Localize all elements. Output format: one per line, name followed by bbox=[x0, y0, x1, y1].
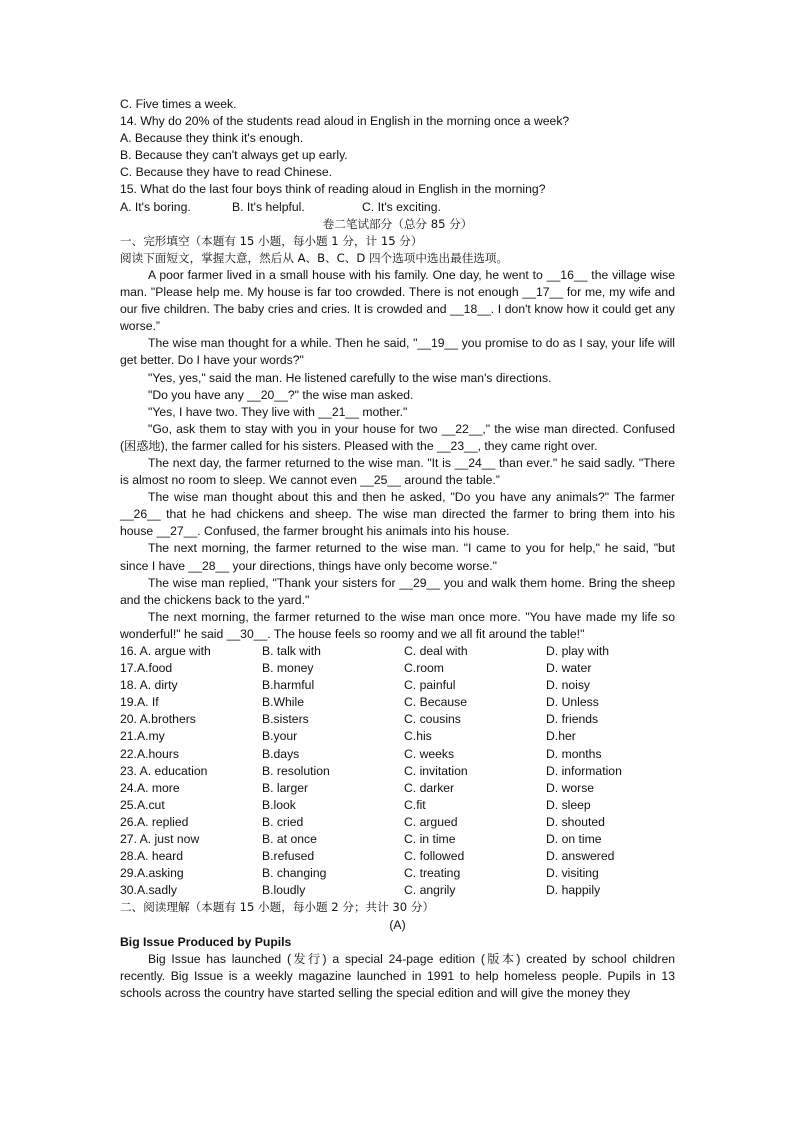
option: B.loudly bbox=[262, 883, 306, 898]
option: 20. A.brothers bbox=[120, 712, 196, 727]
reading-part-label: (A) bbox=[389, 917, 406, 932]
option: 26.A. replied bbox=[120, 814, 189, 829]
option: D. play with bbox=[546, 644, 609, 658]
q15-options bbox=[120, 199, 675, 216]
option: B.refused bbox=[262, 849, 315, 864]
option: 29.A.asking bbox=[120, 866, 184, 881]
option: B. changing bbox=[262, 866, 327, 881]
option: C. followed bbox=[404, 849, 465, 864]
option: C.fit bbox=[404, 797, 426, 812]
cloze-paragraph: The next morning, the farmer returned to the wise man. "I came to you for help," he said, "but since I have __28__ your directions, things have only become worse." bbox=[120, 541, 675, 573]
cloze-paragraph: The next morning, the farmer returned to the wise man once more. "You have made my life so wonderful!" he said __30__. The house feels so roomy and we all fit around the table!" bbox=[120, 609, 675, 641]
option: B.days bbox=[262, 746, 300, 761]
cloze-heading: 一、完形填空（本题有 15 小题，每小题 1 分，计 15 分） bbox=[120, 233, 423, 248]
option: D. answered bbox=[546, 849, 615, 864]
reading-title: Big Issue Produced by Pupils bbox=[120, 934, 292, 949]
option: C. weeks bbox=[404, 746, 455, 761]
cloze-paragraph: "Do you have any __20__?" the wise man asked. bbox=[148, 387, 414, 402]
option: 21.A.my bbox=[120, 729, 165, 744]
option: D. on time bbox=[546, 832, 602, 847]
q14-option-c: C. Because they have to read Chinese. bbox=[120, 165, 333, 180]
option: D. shouted bbox=[546, 814, 605, 829]
option: B.look bbox=[262, 797, 296, 812]
reading-heading: 二、阅读理解（本题有 15 小题，每小题 2 分；共计 30 分） bbox=[120, 900, 435, 915]
option: C.his bbox=[404, 729, 432, 744]
reading-paragraph: Big Issue has launched (发行) a special 24-page edition (版本) created by school children recently. Big Issue is a weekly magazine launched in 1991 to help homeless people. Pupils in 13 schools across the country have started selling the special edition and will give the money they bbox=[120, 951, 675, 1000]
option: 22.A.hours bbox=[120, 746, 179, 761]
option: 28.A. heard bbox=[120, 849, 184, 864]
q15-option-c: C. It's exciting. bbox=[362, 199, 441, 214]
option: C. deal with bbox=[404, 644, 468, 658]
option: B. at once bbox=[262, 832, 317, 847]
cloze-paragraph: The wise man replied, "Thank your sisters for __29__ you and walk them home. Bring the sheep and the chickens back to the yard." bbox=[120, 575, 675, 607]
option: C.room bbox=[404, 661, 444, 676]
option: D. friends bbox=[546, 712, 599, 727]
option: D. worse bbox=[546, 780, 595, 795]
option: C. argued bbox=[404, 814, 458, 829]
option: C. cousins bbox=[404, 712, 461, 727]
cloze-options-table bbox=[120, 643, 675, 899]
cloze-paragraph: "Yes, yes," said the man. He listened carefully to the wise man's directions. bbox=[148, 370, 552, 385]
option: 17.A.food bbox=[120, 661, 173, 676]
option: 27. A. just now bbox=[120, 832, 200, 847]
option: B. money bbox=[262, 661, 314, 676]
option: D. noisy bbox=[546, 678, 591, 693]
cloze-instruction: 阅读下面短文，掌握大意，然后从 A、B、C、D 四个选项中选出最佳选项。 bbox=[120, 250, 509, 265]
option: D. Unless bbox=[546, 695, 599, 710]
option: B. larger bbox=[262, 780, 309, 795]
option: B.harmful bbox=[262, 678, 315, 693]
option: 30.A.sadly bbox=[120, 883, 177, 898]
cloze-paragraph: A poor farmer lived in a small house with his family. One day, he went to __16__ the village wise man. "Please help me. My house is far too crowded. There is not enough __17__ for me, my wife and our five children. The baby cries and cries. It is crowded and __18__. I don't know how it could get any worse.” bbox=[120, 267, 675, 334]
option: D.her bbox=[546, 729, 576, 744]
option: 18. A. dirty bbox=[120, 678, 178, 693]
cloze-paragraph: The wise man thought about this and then he asked, "Do you have any animals?" The farmer __26__ that he had chickens and sheep. The wise man directed the farmer to bring them into his house __27__. Confused, the farmer brought his animals into his house. bbox=[120, 490, 675, 539]
option: D. information bbox=[546, 763, 622, 778]
option: 25.A.cut bbox=[120, 797, 165, 812]
exam-page bbox=[120, 96, 675, 1002]
option: 24.A. more bbox=[120, 780, 180, 795]
q13-option-c: C. Five times a week. bbox=[120, 97, 237, 111]
option: B. talk with bbox=[262, 644, 321, 658]
option: C. invitation bbox=[404, 763, 468, 778]
option: 19.A. If bbox=[120, 695, 159, 710]
question-14: 14. Why do 20% of the students read aloud in English in the morning once a week? bbox=[120, 114, 570, 129]
option: D. visiting bbox=[546, 866, 599, 881]
option: C. treating bbox=[404, 866, 461, 881]
option: B. cried bbox=[262, 814, 304, 829]
option: C. in time bbox=[404, 832, 456, 847]
option: B.While bbox=[262, 695, 304, 710]
option: C. angrily bbox=[404, 883, 456, 898]
cloze-paragraph: The next day, the farmer returned to the wise man. "It is __24__ than ever." he said sadly. "There is almost no room to sleep. We cannot even __25__ around the table.” bbox=[120, 455, 675, 488]
option: C. painful bbox=[404, 678, 456, 693]
option: 16. A. argue with bbox=[120, 644, 211, 658]
option: D. happily bbox=[546, 883, 601, 898]
q14-option-b: B. Because they can't always get up early. bbox=[120, 148, 348, 163]
option: C. Because bbox=[404, 695, 468, 710]
q15-option-a: A. It's boring. bbox=[120, 199, 191, 214]
cloze-paragraph: "Go, ask them to stay with you in your house for two __22__," the wise man directed. Confused (困惑地), the farmer called for his sisters. Pleased with the __23__, they came right over. bbox=[120, 421, 675, 453]
option: B.your bbox=[262, 729, 298, 744]
cloze-paragraph: "Yes, I have two. They live with __21__ mother." bbox=[148, 404, 408, 419]
option: B. resolution bbox=[262, 763, 330, 778]
section-two-title: 卷二笔试部分（总分 85 分） bbox=[322, 216, 473, 231]
option: 23. A. education bbox=[120, 763, 208, 778]
q14-option-a: A. Because they think it's enough. bbox=[120, 131, 304, 146]
cloze-paragraph: The wise man thought for a while. Then he said, "__19__ you promise to do as I say, your life will get better. Do I have your words?" bbox=[120, 336, 675, 368]
option: C. darker bbox=[404, 780, 455, 795]
option: B.sisters bbox=[262, 712, 309, 727]
q15-option-b: B. It's helpful. bbox=[232, 199, 305, 214]
option: D. water bbox=[546, 661, 592, 676]
question-15: 15. What do the last four boys think of reading aloud in English in the morning? bbox=[120, 182, 546, 197]
option: D. sleep bbox=[546, 797, 591, 812]
option: D. months bbox=[546, 746, 602, 761]
